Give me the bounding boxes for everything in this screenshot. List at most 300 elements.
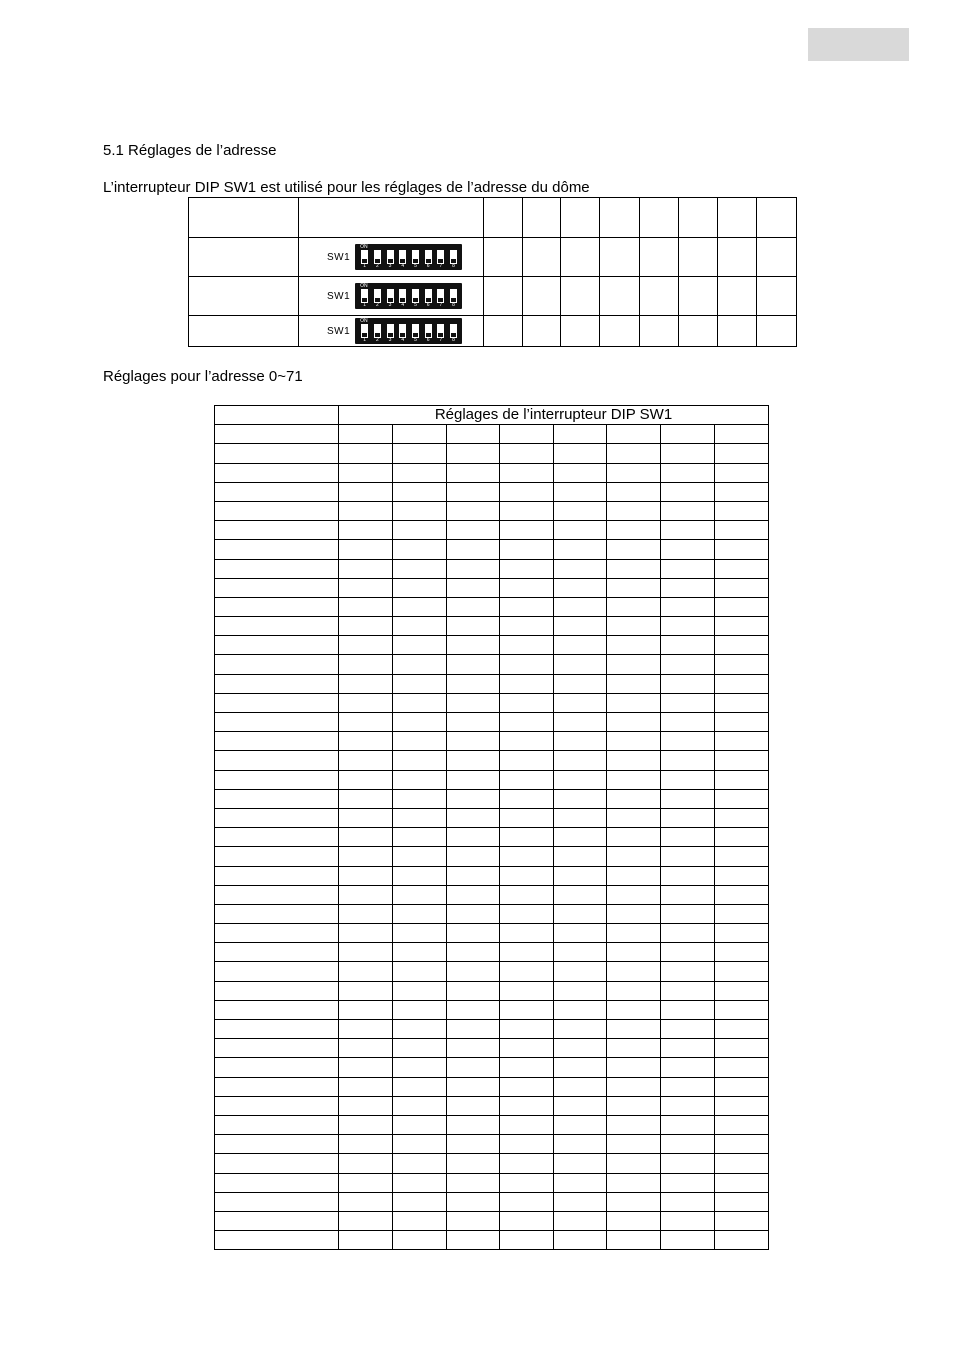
switch-setting-cell <box>447 482 500 501</box>
switch-setting-cell <box>500 1154 554 1173</box>
switch-setting-cell <box>393 1077 447 1096</box>
switch-setting-cell <box>554 808 607 827</box>
address-cell <box>215 808 339 827</box>
switch-setting-cell <box>500 962 554 981</box>
dip-toggle <box>425 289 432 303</box>
address-cell <box>215 1020 339 1039</box>
switch-setting-cell <box>661 904 715 923</box>
table-row <box>215 1135 769 1154</box>
switch-setting-cell <box>554 617 607 636</box>
switch-setting-cell <box>393 1211 447 1230</box>
switch-setting-cell <box>447 693 500 712</box>
switch-setting-cell <box>661 463 715 482</box>
switch-setting-cell <box>339 943 393 962</box>
switch-setting-cell <box>607 463 661 482</box>
switch-setting-cell <box>661 924 715 943</box>
switch-setting-cell <box>500 693 554 712</box>
switch-setting-cell <box>607 521 661 540</box>
dip-position-number: 4 <box>401 302 405 308</box>
switch-setting-cell <box>607 1077 661 1096</box>
switch-setting-cell <box>339 559 393 578</box>
switch-setting-cell <box>554 1231 607 1250</box>
switch-table-row <box>189 238 797 277</box>
switch-setting-cell <box>607 1039 661 1058</box>
switch-setting-cell <box>500 789 554 808</box>
dip-position-number: 4 <box>401 263 405 269</box>
dip-position-number: 1 <box>363 263 367 269</box>
sw1-label: SW1 <box>327 325 351 337</box>
switch-setting-cell <box>393 808 447 827</box>
switch-table-cell <box>679 316 718 347</box>
table-row <box>215 904 769 923</box>
switch-setting-cell <box>393 1058 447 1077</box>
switch-setting-cell <box>554 981 607 1000</box>
switch-setting-cell <box>607 770 661 789</box>
table-row <box>215 828 769 847</box>
table-row <box>215 885 769 904</box>
dip-toggle <box>387 289 394 303</box>
table-row <box>215 463 769 482</box>
address-cell <box>215 1077 339 1096</box>
switch-setting-cell <box>447 751 500 770</box>
switch-table-cell <box>484 238 523 277</box>
switch-setting-cell <box>393 943 447 962</box>
switch-setting-cell <box>607 866 661 885</box>
address-cell <box>215 1173 339 1192</box>
switch-diagram-table <box>188 197 797 347</box>
address-cell <box>215 1039 339 1058</box>
switch-setting-cell <box>661 866 715 885</box>
table-row <box>215 540 769 559</box>
address-cell <box>215 1192 339 1211</box>
switch-setting-cell <box>339 847 393 866</box>
switch-setting-cell <box>500 1020 554 1039</box>
on-label: ON <box>360 244 368 250</box>
switch-setting-cell <box>661 425 715 444</box>
switch-setting-cell <box>339 655 393 674</box>
switch-setting-cell <box>554 1077 607 1096</box>
address-cell <box>215 425 339 444</box>
switch-setting-cell <box>447 540 500 559</box>
switch-setting-cell <box>715 674 769 693</box>
switch-setting-cell <box>607 444 661 463</box>
address-cell <box>215 904 339 923</box>
switch-setting-cell <box>500 597 554 616</box>
switch-setting-cell <box>607 578 661 597</box>
switch-setting-cell <box>661 655 715 674</box>
switch-setting-cell <box>339 540 393 559</box>
address-cell <box>215 789 339 808</box>
switch-setting-cell <box>447 674 500 693</box>
switch-setting-cell <box>661 482 715 501</box>
switch-setting-cell <box>500 559 554 578</box>
dip-position-number: 3 <box>388 337 392 343</box>
switch-setting-cell <box>339 482 393 501</box>
switch-table-cell <box>757 238 797 277</box>
switch-setting-cell <box>500 847 554 866</box>
switch-setting-cell <box>447 1135 500 1154</box>
dip-toggle <box>450 250 457 264</box>
switch-setting-cell <box>554 1115 607 1134</box>
switch-setting-cell <box>607 732 661 751</box>
switch-setting-cell <box>661 732 715 751</box>
address-cell <box>215 1154 339 1173</box>
dip-position-number: 8 <box>452 337 455 343</box>
switch-setting-cell <box>607 828 661 847</box>
dip-position-number: 1 <box>363 337 367 343</box>
dip-toggle <box>361 250 368 264</box>
switch-setting-cell <box>393 425 447 444</box>
switch-setting-cell <box>500 828 554 847</box>
switch-setting-cell <box>500 943 554 962</box>
address-cell <box>215 866 339 885</box>
switch-setting-cell <box>715 1039 769 1058</box>
switch-setting-cell <box>393 1192 447 1211</box>
switch-setting-cell <box>715 828 769 847</box>
switch-setting-cell <box>607 904 661 923</box>
switch-setting-cell <box>715 713 769 732</box>
dip-position-number: 3 <box>388 302 392 308</box>
switch-setting-cell <box>715 578 769 597</box>
switch-setting-cell <box>554 540 607 559</box>
switch-setting-cell <box>447 943 500 962</box>
switch-setting-cell <box>500 713 554 732</box>
switch-setting-cell <box>607 1192 661 1211</box>
switch-setting-cell <box>447 808 500 827</box>
switch-setting-cell <box>447 789 500 808</box>
dip-position-number: 6 <box>426 337 430 343</box>
switch-setting-cell <box>447 617 500 636</box>
switch-setting-cell <box>607 713 661 732</box>
switch-setting-cell <box>393 1039 447 1058</box>
address-cell <box>215 444 339 463</box>
switch-table-row <box>189 277 797 316</box>
switch-table-cell <box>189 277 299 316</box>
dip-switch-diagram <box>327 318 462 344</box>
switch-setting-cell <box>607 674 661 693</box>
switch-setting-cell <box>500 578 554 597</box>
switch-setting-cell <box>500 540 554 559</box>
switch-setting-cell <box>715 540 769 559</box>
switch-setting-cell <box>661 828 715 847</box>
switch-setting-cell <box>607 1154 661 1173</box>
switch-setting-cell <box>607 425 661 444</box>
switch-setting-cell <box>339 521 393 540</box>
switch-setting-cell <box>500 655 554 674</box>
address-cell <box>215 1115 339 1134</box>
switch-setting-cell <box>393 540 447 559</box>
address-cell <box>215 521 339 540</box>
switch-setting-cell <box>607 655 661 674</box>
switch-setting-cell <box>554 1211 607 1230</box>
switch-setting-cell <box>607 597 661 616</box>
table-row <box>215 482 769 501</box>
switch-setting-cell <box>661 674 715 693</box>
switch-setting-cell <box>554 521 607 540</box>
switch-table-cell <box>640 277 679 316</box>
switch-table-cell <box>679 238 718 277</box>
switch-setting-cell <box>607 540 661 559</box>
switch-setting-cell <box>500 732 554 751</box>
switch-setting-cell <box>554 597 607 616</box>
switch-setting-cell <box>339 1039 393 1058</box>
switch-setting-cell <box>500 1192 554 1211</box>
switch-setting-cell <box>661 847 715 866</box>
switch-setting-cell <box>447 1077 500 1096</box>
sw1-label: SW1 <box>327 251 351 263</box>
switch-setting-cell <box>339 1135 393 1154</box>
switch-setting-cell <box>339 770 393 789</box>
switch-setting-cell <box>500 1077 554 1096</box>
switch-setting-cell <box>393 770 447 789</box>
address-cell <box>215 463 339 482</box>
dip-position-number: 3 <box>388 263 392 269</box>
switch-setting-cell <box>339 866 393 885</box>
switch-setting-cell <box>393 463 447 482</box>
switch-setting-cell <box>715 501 769 520</box>
switch-setting-cell <box>500 751 554 770</box>
switch-setting-cell <box>715 597 769 616</box>
switch-setting-cell <box>607 1115 661 1134</box>
dip-toggle <box>361 324 368 338</box>
switch-setting-cell <box>715 617 769 636</box>
table-row <box>215 693 769 712</box>
switch-setting-cell <box>447 578 500 597</box>
switch-table-cell <box>640 198 679 238</box>
switch-setting-cell <box>339 1192 393 1211</box>
dip-position-number: 7 <box>439 263 443 269</box>
switch-table-cell <box>299 316 484 347</box>
switch-setting-cell <box>500 1135 554 1154</box>
table-row <box>215 770 769 789</box>
switch-setting-cell <box>500 1058 554 1077</box>
switch-setting-cell <box>339 1115 393 1134</box>
switch-setting-cell <box>715 1231 769 1250</box>
switch-setting-cell <box>661 578 715 597</box>
switch-setting-cell <box>393 655 447 674</box>
table-row <box>215 847 769 866</box>
address-cell <box>215 597 339 616</box>
switch-setting-cell <box>447 1000 500 1019</box>
switch-setting-cell <box>554 425 607 444</box>
address-cell <box>215 751 339 770</box>
switch-setting-cell <box>715 1115 769 1134</box>
switch-table-cell <box>189 316 299 347</box>
address-cell <box>215 885 339 904</box>
switch-setting-cell <box>339 425 393 444</box>
switch-setting-cell <box>339 1211 393 1230</box>
switch-setting-cell <box>554 693 607 712</box>
switch-setting-cell <box>393 732 447 751</box>
switch-table-cell <box>640 238 679 277</box>
dip-toggle <box>412 324 419 338</box>
switch-setting-cell <box>554 1173 607 1192</box>
address-cell <box>215 636 339 655</box>
switch-setting-cell <box>554 732 607 751</box>
switch-setting-cell <box>554 962 607 981</box>
switch-setting-cell <box>339 904 393 923</box>
switch-setting-cell <box>447 1115 500 1134</box>
switch-setting-cell <box>607 1231 661 1250</box>
switch-setting-cell <box>661 521 715 540</box>
switch-setting-cell <box>715 866 769 885</box>
address-cell <box>215 1058 339 1077</box>
table-row <box>215 1077 769 1096</box>
switch-table-cell <box>757 198 797 238</box>
switch-setting-cell <box>500 1000 554 1019</box>
switch-setting-cell <box>554 578 607 597</box>
table-row <box>215 751 769 770</box>
switch-setting-cell <box>447 1020 500 1039</box>
switch-table-cell <box>561 238 600 277</box>
switch-setting-cell <box>447 732 500 751</box>
switch-setting-cell <box>500 1211 554 1230</box>
switch-setting-cell <box>554 789 607 808</box>
switch-setting-cell <box>500 1115 554 1134</box>
dip-switch-body <box>355 318 462 344</box>
switch-setting-cell <box>607 924 661 943</box>
switch-setting-cell <box>715 1192 769 1211</box>
dip-toggle <box>425 250 432 264</box>
switch-table-cell <box>189 198 299 238</box>
switch-setting-cell <box>661 1039 715 1058</box>
switch-setting-cell <box>393 674 447 693</box>
switch-setting-cell <box>393 482 447 501</box>
table-row <box>215 866 769 885</box>
switch-table-cell <box>679 198 718 238</box>
switch-setting-cell <box>393 1115 447 1134</box>
switch-setting-cell <box>339 636 393 655</box>
switch-setting-cell <box>661 597 715 616</box>
table-row <box>215 943 769 962</box>
switch-setting-cell <box>607 962 661 981</box>
switch-setting-cell <box>393 981 447 1000</box>
switch-table-cell <box>523 238 561 277</box>
dip-position-number: 8 <box>452 302 455 308</box>
switch-setting-cell <box>447 1173 500 1192</box>
switch-setting-cell <box>607 693 661 712</box>
switch-setting-cell <box>661 751 715 770</box>
switch-setting-cell <box>500 904 554 923</box>
switch-setting-cell <box>554 1096 607 1115</box>
dip-toggle <box>425 324 432 338</box>
switch-setting-cell <box>715 904 769 923</box>
table-row <box>215 1096 769 1115</box>
switch-setting-cell <box>715 425 769 444</box>
switch-setting-cell <box>715 885 769 904</box>
table-row <box>215 674 769 693</box>
switch-setting-cell <box>500 1231 554 1250</box>
address-cell <box>215 732 339 751</box>
dip-position-number: 4 <box>401 337 405 343</box>
switch-setting-cell <box>393 751 447 770</box>
switch-table-cell <box>561 316 600 347</box>
address-settings-table <box>214 405 769 1250</box>
switch-setting-cell <box>500 444 554 463</box>
switch-table-cell <box>757 277 797 316</box>
switch-setting-cell <box>447 770 500 789</box>
address-header-cell <box>215 406 339 425</box>
dip-toggle <box>437 289 444 303</box>
switch-setting-cell <box>607 847 661 866</box>
switch-setting-cell <box>500 1173 554 1192</box>
switch-setting-cell <box>500 482 554 501</box>
switch-setting-cell <box>447 655 500 674</box>
switch-setting-cell <box>393 924 447 943</box>
dip-toggle <box>387 250 394 264</box>
switch-setting-cell <box>393 578 447 597</box>
switch-setting-cell <box>554 1020 607 1039</box>
table-row <box>215 578 769 597</box>
address-cell <box>215 1231 339 1250</box>
switch-setting-cell <box>339 463 393 482</box>
switch-setting-cell <box>607 1173 661 1192</box>
switch-setting-cell <box>339 597 393 616</box>
address-cell <box>215 828 339 847</box>
switch-setting-cell <box>500 636 554 655</box>
switch-setting-cell <box>339 674 393 693</box>
switch-table-cell <box>600 316 640 347</box>
switch-setting-cell <box>554 444 607 463</box>
sw1-label: SW1 <box>327 290 351 302</box>
switch-setting-cell <box>339 962 393 981</box>
switch-setting-cell <box>339 1000 393 1019</box>
dip-switch-diagram <box>327 244 462 270</box>
switch-setting-cell <box>339 828 393 847</box>
switch-setting-cell <box>715 732 769 751</box>
switch-setting-cell <box>339 789 393 808</box>
switch-setting-cell <box>393 521 447 540</box>
switch-setting-cell <box>661 501 715 520</box>
switch-setting-cell <box>339 1020 393 1039</box>
switch-setting-cell <box>661 1000 715 1019</box>
switch-setting-cell <box>500 885 554 904</box>
table-row <box>215 1173 769 1192</box>
switch-setting-cell <box>715 847 769 866</box>
switch-setting-cell <box>447 597 500 616</box>
switch-setting-cell <box>661 693 715 712</box>
switch-setting-cell <box>500 1096 554 1115</box>
switch-setting-cell <box>554 501 607 520</box>
dip-position-number: 2 <box>375 302 379 308</box>
switch-setting-cell <box>715 1135 769 1154</box>
switch-table-cell <box>718 277 757 316</box>
switch-setting-cell <box>715 1211 769 1230</box>
switch-setting-cell <box>715 943 769 962</box>
switch-setting-cell <box>607 636 661 655</box>
address-cell <box>215 693 339 712</box>
switch-setting-cell <box>715 1058 769 1077</box>
switch-table-cell <box>299 198 484 238</box>
dip-toggle <box>437 250 444 264</box>
switch-setting-cell <box>447 962 500 981</box>
switch-setting-cell <box>339 617 393 636</box>
dip-switch-body <box>355 244 462 270</box>
dip-position-number: 7 <box>439 302 443 308</box>
switch-setting-cell <box>715 482 769 501</box>
table-row <box>215 732 769 751</box>
on-label: ON <box>360 318 368 324</box>
switch-setting-cell <box>393 617 447 636</box>
switch-setting-cell <box>447 904 500 923</box>
switch-setting-cell <box>339 693 393 712</box>
switch-setting-cell <box>607 1096 661 1115</box>
table-row <box>215 1058 769 1077</box>
switch-table-cell <box>600 198 640 238</box>
address-cell <box>215 1211 339 1230</box>
switch-setting-cell <box>447 981 500 1000</box>
switch-setting-cell <box>447 1231 500 1250</box>
